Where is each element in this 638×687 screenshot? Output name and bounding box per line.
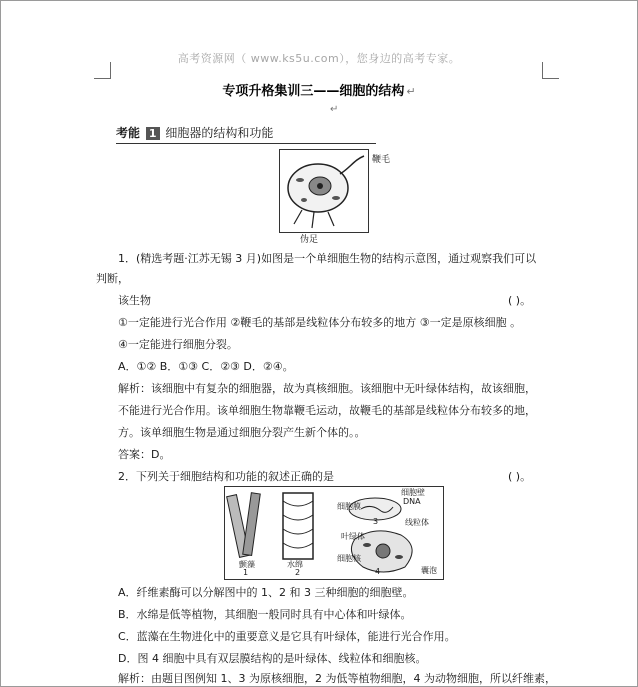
q2-stem: 2．下列关于细胞结构和功能的叙述正确的是	[118, 470, 334, 483]
q2-option-c: C．蓝藻在生物进化中的重要意义是它具有叶绿体，能进行光合作用。	[118, 630, 456, 643]
cell-figure	[279, 149, 369, 233]
q1-statements-2: ④一定能进行细胞分裂。	[118, 338, 238, 351]
cell-drawing	[280, 150, 368, 232]
pseudopod-label: 伪足	[300, 235, 319, 245]
fig2-label-4: 4	[375, 567, 381, 576]
blank-paragraph-mark: ↵	[330, 104, 339, 115]
section-tag: 考能	[116, 126, 141, 140]
section-heading	[116, 124, 376, 144]
section-title: 细胞器的结构和功能	[165, 126, 274, 140]
page-title	[0, 80, 638, 99]
q1-stem-cont: 判断，	[96, 272, 129, 285]
fig2-dna-label: DNA	[403, 497, 421, 506]
q1-explanation-3: 方。该单细胞生物是通过细胞分裂产生新个体的。。	[118, 426, 366, 439]
q2-option-b: B．水绵是低等植物，其细胞一般同时具有中心体和叶绿体。	[118, 608, 412, 621]
q1-statements-1: ①一定能进行光合作用 ②鞭毛的基部是线粒体分布较多的地方 ③一定是原核细胞 。	[118, 316, 522, 329]
page-header: 高考资源网（ www.ks5u.com），您身边的高考专家。	[177, 52, 461, 65]
q1-answer-bracket: ( )。	[508, 294, 532, 307]
q1-answer: 答案：D。	[118, 448, 171, 461]
fig2-nucleus-label: 细胞核	[337, 554, 361, 563]
section-number: 1	[146, 127, 160, 140]
fig2-mitochondria-label: 线粒体	[405, 518, 429, 527]
flagellum-label: 鞭毛	[372, 155, 391, 165]
fig2-chloroplast-label: 叶绿体	[341, 532, 365, 541]
q1-explanation-2: 不能进行光合作用。该单细胞生物靠鞭毛运动，故鞭毛的基部是线粒体分布较多的地，	[118, 404, 536, 417]
fig2-name-1: 颤藻	[239, 560, 255, 569]
fig2-label-2: 2	[295, 568, 301, 577]
q1-choices: A．①② B．①③ C．②③ D．②④。	[118, 360, 294, 373]
fig2-cell-wall-label: 细胞壁	[401, 488, 425, 497]
q1-stem: 1．(精选考题·江苏无锡 3 月)如图是一个单细胞生物的结构示意图，通过观察我们可以	[118, 252, 537, 265]
q2-option-d: D．图 4 细胞中具有双层膜结构的是叶绿体、线粒体和细胞核。	[118, 652, 427, 665]
q2-explanation: 解析：由题目图例知 1、3 为原核细胞，2 为低等植物细胞，4 为动物细胞，所以纤维素，	[118, 672, 556, 685]
cells-figure	[224, 486, 444, 580]
q1-explanation-1: 解析：该细胞中有复杂的细胞器，故为真核细胞。该细胞中无叶绿体结构，故该细胞，	[118, 382, 536, 395]
fig2-label-1: 1	[243, 568, 249, 577]
title-text: 专项升格集训三——细胞的结构	[222, 84, 405, 99]
q2-option-a: A．纤维素酶可以分解图中的 1、2 和 3 三种细胞的细胞壁。	[118, 586, 414, 599]
fig2-label-3: 3	[373, 517, 379, 526]
fig2-name-2: 水绵	[287, 560, 303, 569]
q1-stem-end: 该生物	[118, 294, 151, 307]
paragraph-mark: ↵	[406, 85, 416, 98]
fig2-membrane-label: 细胞膜	[337, 502, 361, 511]
fig2-vesicle-label: 囊泡	[421, 566, 437, 575]
q2-answer-bracket: ( )。	[508, 470, 532, 483]
